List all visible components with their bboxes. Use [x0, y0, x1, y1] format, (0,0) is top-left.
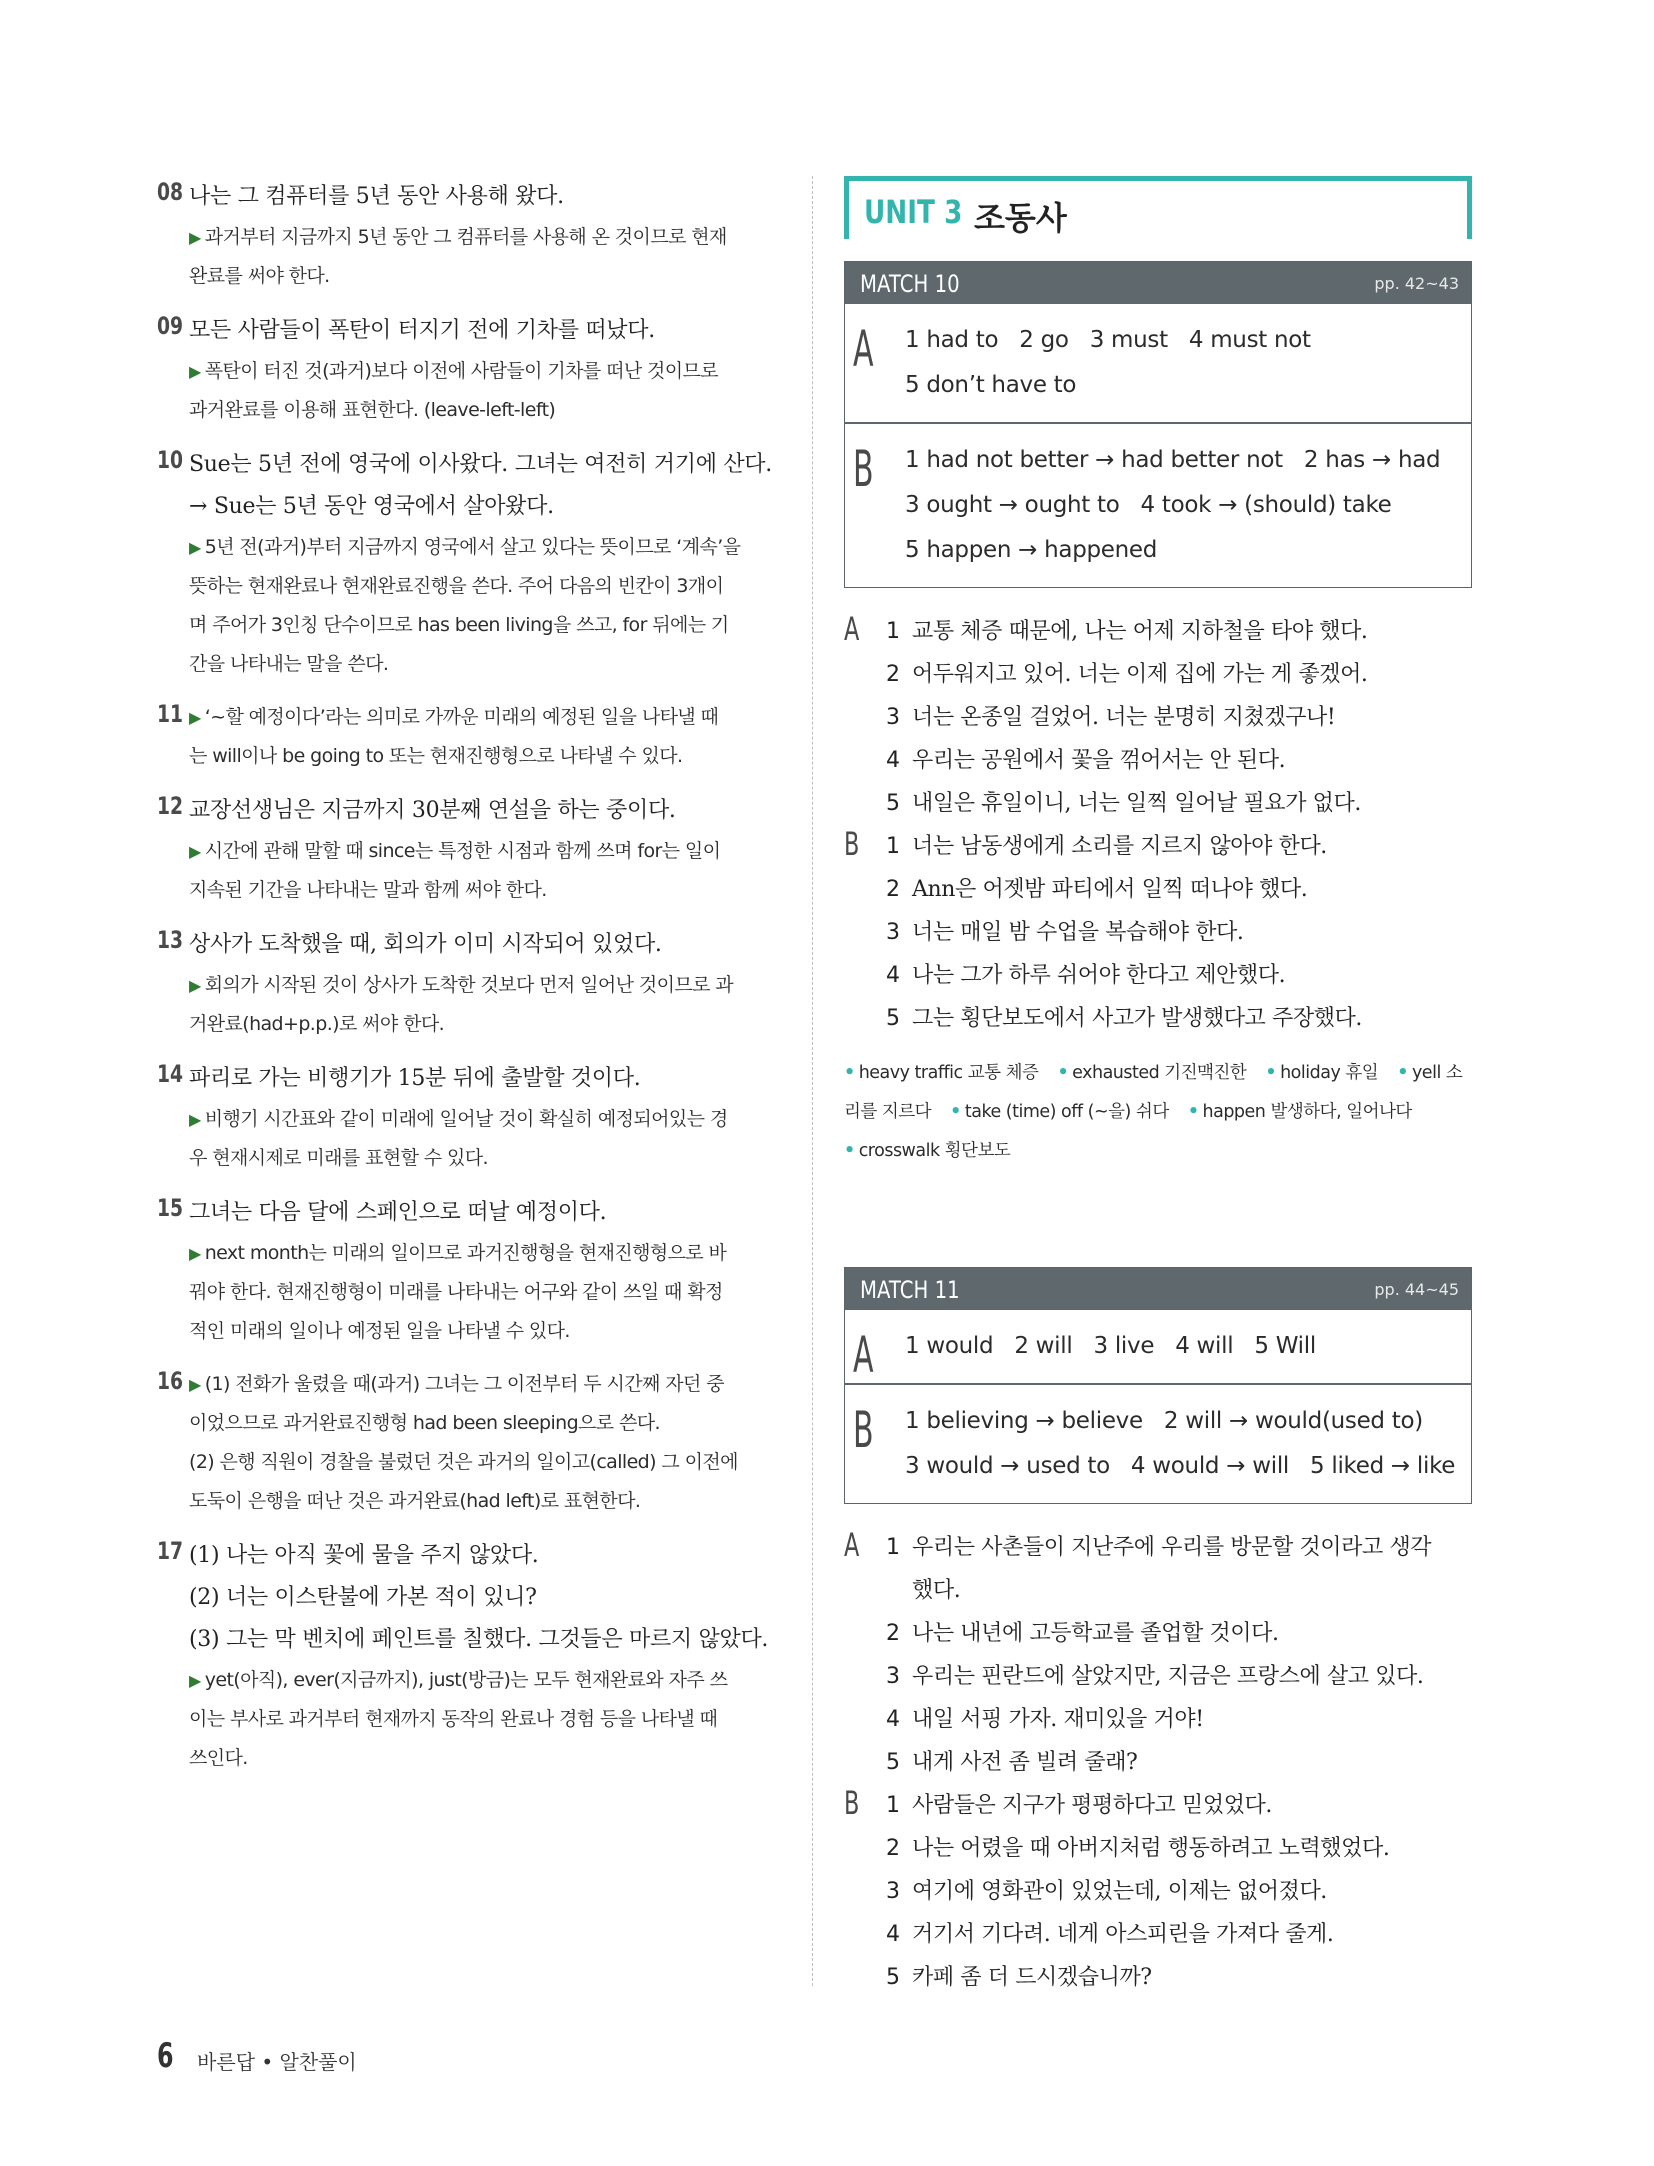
translation-line: 파리로 가는 비행기가 15분 뒤에 출발할 것이다.: [189, 1066, 641, 1091]
answer-item-15: [157, 1192, 793, 1351]
answer-line: 3 would → used to 4 would → will 5 liked → like: [905, 1453, 1456, 1479]
match-header: [845, 262, 1471, 304]
translation-line: 3 여기에 영화관이 있었는데, 이제는 없어졌다.: [886, 1879, 1327, 1904]
translation-line: 4 나는 그가 하루 쉬어야 한다고 제안했다.: [886, 963, 1286, 988]
section-letter: A: [844, 610, 860, 648]
item-number: 13: [157, 926, 184, 954]
translation-line: (2) 너는 이스탄불에 가본 적이 있니?: [189, 1585, 537, 1610]
answer-line: 1 had to 2 go 3 must 4 must not: [905, 327, 1311, 353]
translation-line: 모든 사람들이 폭탄이 터지기 전에 기차를 떠났다.: [189, 318, 655, 343]
translation-line: 2 나는 어렸을 때 아버지처럼 행동하려고 노력했었다.: [886, 1836, 1390, 1861]
answer-item-09: [157, 310, 793, 430]
answer-line: 1 believing → believe 2 will → would(used to): [905, 1408, 1423, 1434]
answer-item-12: [157, 790, 793, 910]
arrow-icon: ▶: [189, 1110, 201, 1129]
answer-line: 3 ought → ought to 4 took → (should) take: [905, 492, 1392, 518]
answer-item-17: [157, 1535, 793, 1778]
explanation: ▶ yet(아직), ever(지금까지), just(방금)는 모두 현재완료와 자주 쓰 이는 부사로 과거부터 현재까지 동작의 완료나 경험 등을 나타낼 때 쓰인다.: [189, 1669, 728, 1769]
answer-item-14: [157, 1058, 793, 1178]
match-title: MATCH 11: [860, 1276, 960, 1304]
item-number: 11: [157, 700, 184, 728]
answer-line: 1 had not better → had better not 2 has → had: [905, 447, 1441, 473]
vocab-item: • take (time) off (~을) 쉬다: [950, 1102, 1169, 1122]
translation-block-b: [844, 1784, 1472, 1999]
section-letter: B: [844, 1784, 860, 1822]
translation-line: 2 나는 내년에 고등학교를 졸업할 것이다.: [886, 1621, 1279, 1646]
section-letter: A: [853, 320, 874, 378]
explanation: ▶ 시간에 관해 말할 때 since는 특정한 시점과 함께 쓰며 for는 일이 지속된 기간을 나타내는 말과 함께 써야 한다.: [189, 840, 721, 901]
translation-line: 2 어두워지고 있어. 너는 이제 집에 가는 게 좋겠어.: [886, 662, 1368, 687]
arrow-icon: ▶: [189, 1671, 201, 1690]
match-header: [845, 1268, 1471, 1310]
translation-line: 3 너는 온종일 걸었어. 너는 분명히 지쳤겠구나!: [886, 705, 1336, 730]
answer-line: 5 happen → happened: [905, 537, 1158, 563]
translation-line: 1 너는 남동생에게 소리를 지르지 않아야 한다.: [886, 834, 1327, 859]
section-letter: A: [844, 1526, 860, 1564]
translation-line: (1) 나는 아직 꽃에 물을 주지 않았다.: [189, 1543, 539, 1568]
page-range: pp. 44~45: [1374, 1280, 1459, 1299]
match-row-b: [845, 422, 1471, 587]
right-column: [844, 176, 1472, 1999]
translation-block-a: [844, 610, 1472, 825]
translation-line: 3 너는 매일 밤 수업을 복습해야 한다.: [886, 920, 1244, 945]
translation-line: 5 내일은 휴일이니, 너는 일찍 일어날 필요가 없다.: [886, 791, 1361, 816]
arrow-icon: ▶: [189, 708, 201, 727]
translation-block-b: [844, 825, 1472, 1040]
translation-line: 5 내게 사전 좀 빌려 줄래?: [886, 1750, 1138, 1775]
translation-line: → Sue는 5년 동안 영국에서 살아왔다.: [189, 494, 554, 519]
vocab-item: • holiday 휴일: [1265, 1063, 1379, 1083]
arrow-icon: ▶: [189, 362, 201, 381]
translation-line-continued: 했다.: [912, 1578, 961, 1603]
answer-line: 1 would 2 will 3 live 4 will 5 Will: [905, 1333, 1316, 1359]
explanation: ▶ ‘~할 예정이다’라는 의미로 가까운 미래의 예정된 일을 나타낼 때 는 will이나 be going to 또는 현재진행형으로 나타낼 수 있다.: [189, 706, 719, 767]
left-column: [157, 176, 793, 1778]
translation-line: 5 카페 좀 더 드시겠습니까?: [886, 1965, 1152, 1990]
explanation: ▶ next month는 미래의 일이므로 과거진행형을 현재진행형으로 바 꿔야 한다. 현재진행형이 미래를 나타내는 어구와 같이 쓰일 때 확정 적인 미래의 일이나 예정된 일을 나타낼 수 있다.: [189, 1242, 727, 1342]
vocab-item: • heavy traffic 교통 체증: [844, 1063, 1039, 1083]
page-range: pp. 42~43: [1374, 274, 1459, 293]
item-number: 14: [157, 1060, 184, 1088]
answer-line: 5 don’t have to: [905, 372, 1077, 398]
unit-label: UNIT 3: [864, 193, 963, 231]
match-row-a: [845, 1310, 1471, 1383]
item-number: 12: [157, 792, 184, 820]
page-number: 6: [157, 2036, 174, 2076]
translation-line: 1 사람들은 지구가 평평하다고 믿었었다.: [886, 1793, 1273, 1818]
unit-header: [844, 176, 1472, 239]
explanation: ▶ (1) 전화가 울렸을 때(과거) 그녀는 그 이전부터 두 시간째 자던 중 이었으므로 과거완료진행형 had been sleeping으로 쓴다. (2) 은행 직원이 경찰을 불렀던 것은 과거의 일이고(called) 그 이전에 도둑이 은행을 떠난 것은 과거완료(had left)로 표현한다.: [189, 1373, 738, 1512]
translation-line: 상사가 도착했을 때, 회의가 이미 시작되어 있었다.: [189, 932, 662, 957]
section-letter: A: [853, 1326, 874, 1384]
translation-line: 나는 그 컴퓨터를 5년 동안 사용해 왔다.: [189, 184, 564, 209]
translation-line: 4 우리는 공원에서 꽃을 꺾어서는 안 된다.: [886, 748, 1286, 773]
page-footer: [157, 2036, 357, 2076]
translation-line: 교장선생님은 지금까지 30분째 연설을 하는 중이다.: [189, 798, 676, 823]
vocab-item: • yell 소리를 지르다: [844, 1063, 1463, 1122]
item-number: 08: [157, 178, 184, 206]
translation-line: 3 우리는 핀란드에 살았지만, 지금은 프랑스에 살고 있다.: [886, 1664, 1424, 1689]
translation-line: Sue는 5년 전에 영국에 이사왔다. 그녀는 여전히 거기에 산다.: [189, 452, 772, 477]
vocab-item: • exhausted 기진맥진한: [1057, 1063, 1247, 1083]
explanation: ▶ 비행기 시간표와 같이 미래에 일어날 것이 확실히 예정되어있는 경 우 현재시제로 미래를 표현할 수 있다.: [189, 1108, 728, 1169]
translation-block-a: [844, 1526, 1472, 1784]
match-11-box: [844, 1267, 1472, 1504]
match-10-box: [844, 261, 1472, 588]
translation-line: 4 내일 서핑 가자. 재미있을 거야!: [886, 1707, 1204, 1732]
arrow-icon: ▶: [189, 1244, 201, 1263]
section-letter: B: [844, 825, 860, 863]
footer-text: 바른답 • 알찬풀이: [197, 2050, 357, 2074]
item-number: 17: [157, 1537, 184, 1565]
vocab-item: • crosswalk 횡단보도: [844, 1141, 1011, 1161]
item-number: 16: [157, 1367, 184, 1395]
column-divider: [812, 176, 813, 1986]
arrow-icon: ▶: [189, 976, 201, 995]
translation-line: 1 우리는 사촌들이 지난주에 우리를 방문할 것이라고 생각: [886, 1535, 1432, 1560]
match-row-b: [845, 1383, 1471, 1503]
answer-item-10: [157, 444, 793, 684]
translation-line: (3) 그는 막 벤치에 페인트를 칠했다. 그것들은 마르지 않았다.: [189, 1627, 769, 1652]
match-row-a: [845, 304, 1471, 422]
match-title: MATCH 10: [860, 270, 960, 298]
item-number: 10: [157, 446, 184, 474]
answer-item-16: [157, 1365, 793, 1521]
explanation: ▶ 회의가 시작된 것이 상사가 도착한 것보다 먼저 일어난 것이므로 과 거완료(had+p.p.)로 써야 한다.: [189, 974, 734, 1035]
translation-line: 4 거기서 기다려. 네게 아스피린을 가져다 줄게.: [886, 1922, 1334, 1947]
translation-line: 그녀는 다음 달에 스페인으로 떠날 예정이다.: [189, 1200, 607, 1225]
answer-item-13: [157, 924, 793, 1044]
item-number: 09: [157, 312, 184, 340]
explanation: ▶ 폭탄이 터진 것(과거)보다 이전에 사람들이 기차를 떠난 것이므로 과거완료를 이용해 표현한다. (leave-left-left): [189, 360, 719, 421]
section-letter: B: [853, 440, 874, 498]
unit-title: 조동사: [974, 199, 1067, 237]
section-letter: B: [853, 1401, 874, 1459]
translation-line: 1 교통 체증 때문에, 나는 어제 지하철을 타야 했다.: [886, 619, 1368, 644]
arrow-icon: ▶: [189, 228, 201, 247]
arrow-icon: ▶: [189, 1375, 201, 1394]
answer-item-11: [157, 698, 793, 776]
explanation: ▶ 과거부터 지금까지 5년 동안 그 컴퓨터를 사용해 온 것이므로 현재 완료를 써야 한다.: [189, 226, 727, 287]
vocab-item: • happen 발생하다, 일어나다: [1187, 1102, 1412, 1122]
translation-line: 2 Ann은 어젯밤 파티에서 일찍 떠나야 했다.: [886, 877, 1308, 902]
item-number: 15: [157, 1194, 184, 1222]
arrow-icon: ▶: [189, 842, 201, 861]
vocabulary-list: [844, 1054, 1472, 1171]
translation-line: 5 그는 횡단보도에서 사고가 발생했다고 주장했다.: [886, 1006, 1363, 1031]
explanation: ▶ 5년 전(과거)부터 지금까지 영국에서 살고 있다는 뜻이므로 ‘계속’을 뜻하는 현재완료나 현재완료진행을 쓴다. 주어 다음의 빈칸이 3개이 며 주어가 3인칭 단수이므로 has been living을 쓰고, for 뒤에는 기 간을 나타내는 말을 쓴다.: [189, 536, 741, 675]
arrow-icon: ▶: [189, 538, 201, 557]
answer-item-08: [157, 176, 793, 296]
